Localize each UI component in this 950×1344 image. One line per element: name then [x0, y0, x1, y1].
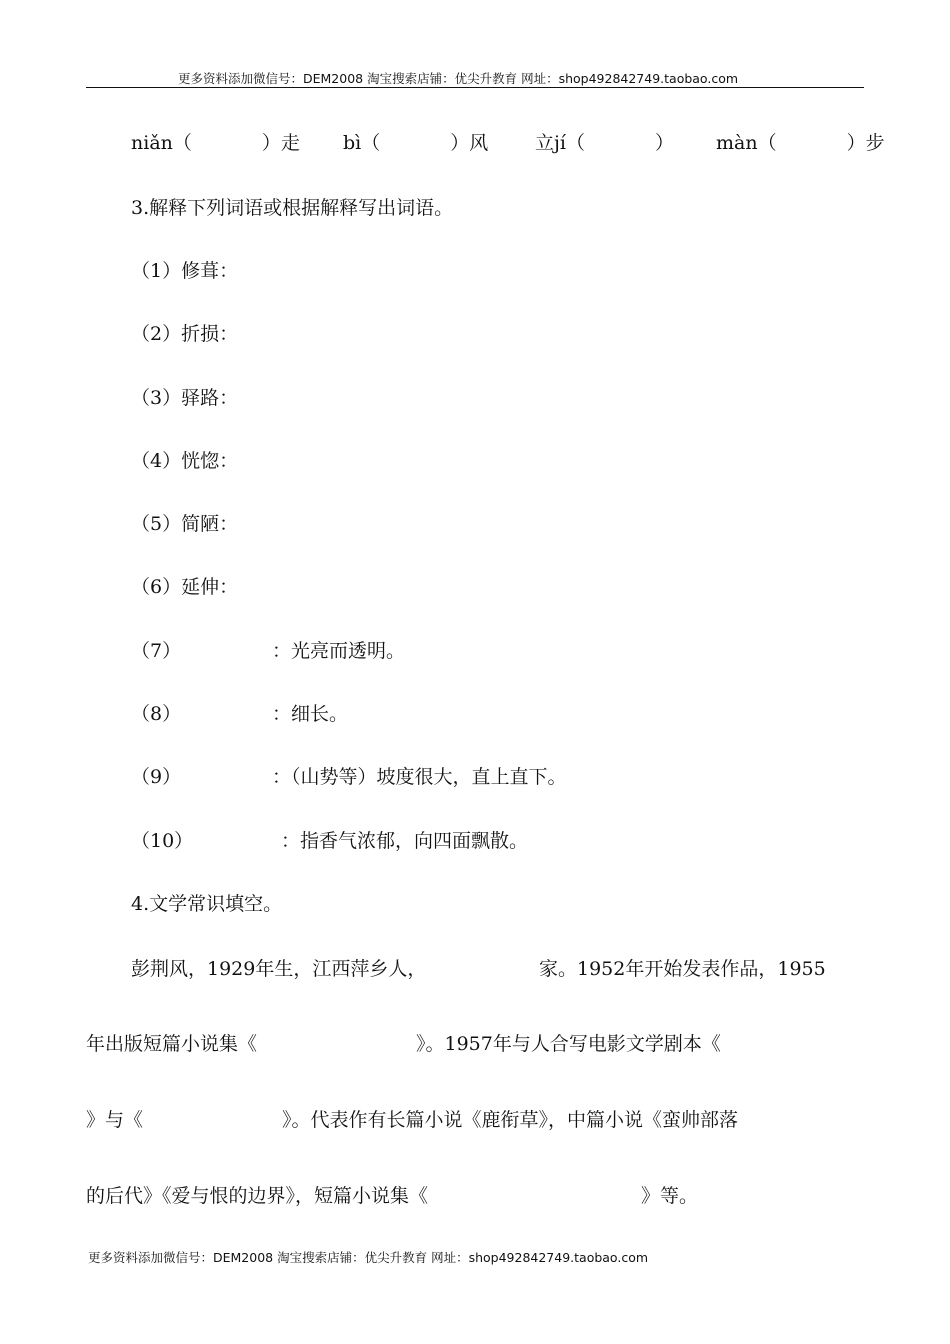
- list-item: （4）恍惚：: [131, 450, 239, 472]
- q4-line-a: 的后代》《爱与恨的边界》，短篇小说集《: [86, 1185, 429, 1207]
- pinyin-item: 立jí（ ）: [535, 132, 674, 154]
- list-item: （3）驿路：: [131, 387, 239, 409]
- q4-title: 4.文学常识填空。: [131, 893, 283, 915]
- page-footer: 更多资料添加微信号：DEM2008 淘宝搜索店铺：优尖升教育 网址：shop492842749.taobao.com: [88, 1250, 649, 1265]
- list-item-def: ：细长。: [272, 703, 349, 725]
- q4-line-b: 》。代表作有长篇小说《鹿衔草》，中篇小说《蛮帅部落: [282, 1109, 739, 1131]
- list-item-def: ：（山势等）坡度很大，直上直下。: [272, 766, 567, 788]
- q4-line-b: 》等。: [641, 1185, 699, 1207]
- list-item: （2）折损：: [131, 323, 239, 345]
- list-item-def: ：指香气浓郁，向四面飘散。: [281, 830, 529, 852]
- pinyin-item: bì（ ）风: [343, 132, 489, 154]
- q4-line-b: 家。1952年开始发表作品，1955: [539, 958, 826, 980]
- list-item: （6）延伸：: [131, 576, 239, 598]
- list-item-num: （9）: [131, 766, 182, 788]
- q4-line-a: 年出版短篇小说集《: [86, 1033, 258, 1055]
- list-item-num: （10）: [131, 830, 194, 852]
- pinyin-item: niǎn（ ）走: [131, 132, 300, 154]
- list-item: （5）简陋：: [131, 513, 239, 535]
- q4-line-a: 彭荆风，1929年生，江西萍乡人，: [131, 958, 427, 980]
- list-item: （1）修葺：: [131, 260, 239, 282]
- header-rule: [86, 87, 864, 88]
- list-item-num: （8）: [131, 703, 182, 725]
- q3-title: 3.解释下列词语或根据解释写出词语。: [131, 197, 454, 219]
- page-header: 更多资料添加微信号：DEM2008 淘宝搜索店铺：优尖升教育 网址：shop492842749.taobao.com: [178, 71, 739, 86]
- q4-line-b: 》。1957年与人合写电影文学剧本《: [416, 1033, 721, 1055]
- list-item-def: ：光亮而透明。: [272, 640, 406, 662]
- list-item-num: （7）: [131, 640, 182, 662]
- q4-line-a: 》与《: [86, 1109, 144, 1131]
- pinyin-item: màn（ ）步: [716, 132, 885, 154]
